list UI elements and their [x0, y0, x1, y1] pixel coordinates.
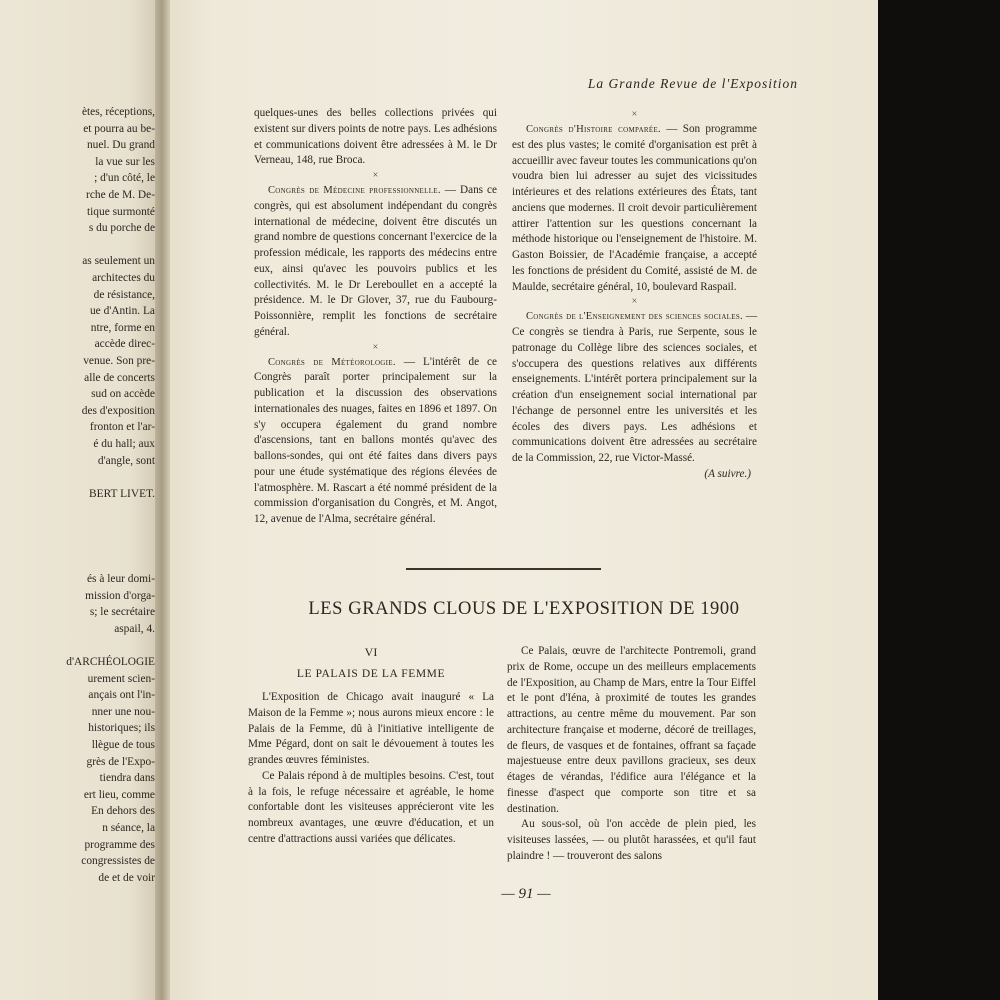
separator-mark: × — [631, 296, 638, 308]
left-page-line: venue. Son pre- — [83, 355, 155, 367]
left-page-line: és à leur domi- — [86, 573, 155, 585]
left-page-line: des d'exposition — [81, 404, 155, 417]
left-page-line: d'angle, sont — [97, 454, 155, 467]
left-page-line: alle de concerts — [84, 371, 155, 384]
left-page-line: historiques; ils — [88, 722, 155, 735]
separator-mark: × — [631, 109, 638, 120]
left-page-line: d'ARCHÉOLOGIE — [66, 656, 155, 668]
left-page-line: aspail, 4. — [114, 622, 155, 635]
left-page-line: architectes du — [92, 272, 155, 284]
article-column-left — [248, 644, 494, 848]
left-page-line: programme des — [84, 838, 155, 851]
article-number: VI — [364, 645, 378, 659]
section-heading: Congrès de Médecine professionnelle. — [268, 185, 441, 196]
left-page-line: as seulement un — [82, 255, 155, 268]
dark-background — [878, 0, 1000, 1000]
separator-mark: × — [372, 170, 379, 181]
continued-note: (A suivre.) — [704, 467, 751, 480]
section-heading: Congrès d'Histoire comparée. — [526, 124, 661, 135]
right-page — [170, 0, 878, 1000]
left-page-line: ntre, forme en — [90, 321, 155, 334]
section-body: — Dans ce congrès, qui est absolument indépendant du congrès international de médecine, doivent être discutés un grand nombre de questions concernant l'exercice de la profession médicale, les rapports des médecins entre eux, ainsi qu'avec les pouvoirs publics et les collectivités. M. le Dr Lereboullet en a accepté la présidence. M. le Dr Glover, 37, rue du Faubourg-Poissonnière, remplit les fonctions de secrétaire général. — [254, 184, 497, 338]
separator-mark: × — [372, 341, 379, 353]
left-page-line: fronton et l'ar- — [89, 421, 155, 434]
paragraph-sciences-sociales — [512, 309, 757, 467]
section-body: — Son programme est des plus vastes; le comité d'organisation est prêt à accueillir avec faveur toutes les communications qu'on voudra bien lui adresser au sujet des vicissitudes intérieures et des relations extérieures des États, tant anciens que modernes. Il croit devoir particulièrement attirer l'attention sur les questions concernant la méthode historique ou l'enseignement de l'histoire. M. Gaston Boissier, de l'Académie française, a accepté les fonctions de président du Comité, assisté de M. de Maulde, secrétaire général, 10, boulevard Raspail. — [512, 123, 757, 293]
left-page-line: En dehors des — [91, 805, 155, 818]
left-page-line: grès de l'Expo- — [86, 755, 155, 768]
running-header: La Grande Revue de l'Exposition — [587, 76, 798, 91]
left-page-line: la vue sur les — [95, 155, 155, 168]
article-title: LES GRANDS CLOUS DE L'EXPOSITION DE 1900 — [308, 599, 740, 619]
paragraph-intro: quelques-unes des belles collections privées qui existent sur divers points de notre pays. Les adhésions et communications doivent être adressées à M. le Dr Verneau, 148, rue Broca. — [254, 107, 497, 167]
article-subtitle: LE PALAIS DE LA FEMME — [296, 668, 446, 680]
page-number: — 91 — — [501, 886, 551, 902]
left-page-line: rche de M. De- — [86, 189, 155, 201]
left-page-line: ; d'un côté, le — [94, 172, 155, 185]
left-page — [0, 0, 163, 1000]
left-page-line: et pourra au be- — [83, 122, 155, 135]
left-page-line: tique surmonté — [86, 205, 155, 218]
article-paragraph: Ce Palais, œuvre de l'architecte Pontremoli, grand prix de Rome, occupe un des meilleurs emplacements de l'Exposition, au Champ de Mars, entre la Tour Eiffel et le pont d'Iéna, à proximité de toutes les grandes attractions, au centre même du mouvement. Par son architecture française et moderne, décoré de treillages, de fleurs, de vasques et de fontaines, offrant sa façade majestueuse entre deux pavillons gracieux, ses deux étages de vérandas, l'édifice aura l'élégance et la finesse d'aspect que comporte son titre et sa destination. — [507, 645, 756, 815]
left-page-line: n séance, la — [102, 822, 155, 834]
section-heading: Congrès de l'Enseignement des sciences sociales. — [526, 311, 743, 323]
section-body: — Ce congrès se tiendra à Paris, rue Serpente, sous le patronage du Collège libre des sciences sociales, et s'occupera des questions relatives aux différents enseignements. L'intérêt portera principalement sur la création d'un enseignement social international par l'échange de personnel entre les universités et les écoles des divers pays. Les adhésions et communications doivent être adressées au secrétaire de la Commission, 22, rue Victor-Massé. — [512, 310, 758, 464]
left-page-line: ue d'Antin. La — [89, 305, 155, 318]
section-heading: Congrès de Météorologie. — [268, 356, 396, 368]
upper-column-right — [512, 108, 757, 483]
left-page-line: nuel. Du grand — [86, 139, 155, 152]
article-paragraph: Au sous-sol, où l'on accède de plein pied, les visiteuses lassées, — ou plutôt harassées, et qu'il faut plaindre ! — trouveront des salons — [507, 818, 756, 862]
left-page-line: s du porche de — [88, 222, 155, 235]
left-page-line: tiendra dans — [99, 772, 155, 785]
left-page-line: nner une nou- — [91, 705, 155, 718]
left-page-line: de et de voir — [98, 871, 155, 884]
upper-column-left — [254, 106, 497, 528]
section-rule — [406, 568, 601, 570]
paragraph-histoire — [512, 122, 757, 295]
left-page-line: urement scien- — [87, 672, 155, 685]
paragraph-medecine — [254, 183, 497, 341]
left-page-line: de résistance, — [93, 288, 155, 301]
paragraph-meteorologie — [254, 355, 497, 528]
left-page-line: sud on accède — [91, 388, 155, 401]
article-paragraph: Ce Palais répond à de multiples besoins. C'est, tout à la fois, le refuge nécessaire et agréable, le home confortable dont les visiteuses apprécieront vite les nombreux avantages, une œuvre d'éducation, et un centre d'attractions aussi variées que délicates. — [248, 769, 494, 845]
left-page-line: s; le secrétaire — [89, 606, 155, 619]
left-page-line: ançais ont l'in- — [88, 689, 155, 702]
article-paragraph: L'Exposition de Chicago avait inauguré « La Maison de la Femme »; nous aurons mieux encore : le Palais de la Femme, dû à l'initiative intelligente de Mme Pégard, dont on sait le dévouement à toutes les grandes œuvres féministes. — [248, 691, 494, 766]
left-page-line: congressistes de — [81, 855, 155, 868]
left-page-line: ètes, réceptions, — [81, 106, 155, 118]
article-column-right — [507, 644, 756, 865]
left-page-line: ert lieu, comme — [83, 788, 155, 801]
left-page-line: BERT LIVET. — [89, 487, 155, 500]
section-body: — L'intérêt de ce Congrès paraît porter principalement sur la publication et la discussion des observations internationales des nuages, faites en 1896 et 1897. On s'y occupera également du grand nombre d'ascensions, tant en ballons montés qu'avec des ballons-sondes, qui ont été faites dans divers pays pour une étude systématique des régions élevées de l'atmosphère. M. Rascart a été nommé président de la commission d'organisation du Congrès, et M. Angot, 12, avenue de l'Alma, secrétaire général. — [254, 355, 497, 525]
left-page-line: accède direc- — [94, 338, 155, 351]
left-page-line: é du hall; aux — [93, 438, 155, 450]
left-page-line: mission d'orga- — [85, 589, 155, 602]
left-page-line: llègue de tous — [91, 739, 155, 751]
